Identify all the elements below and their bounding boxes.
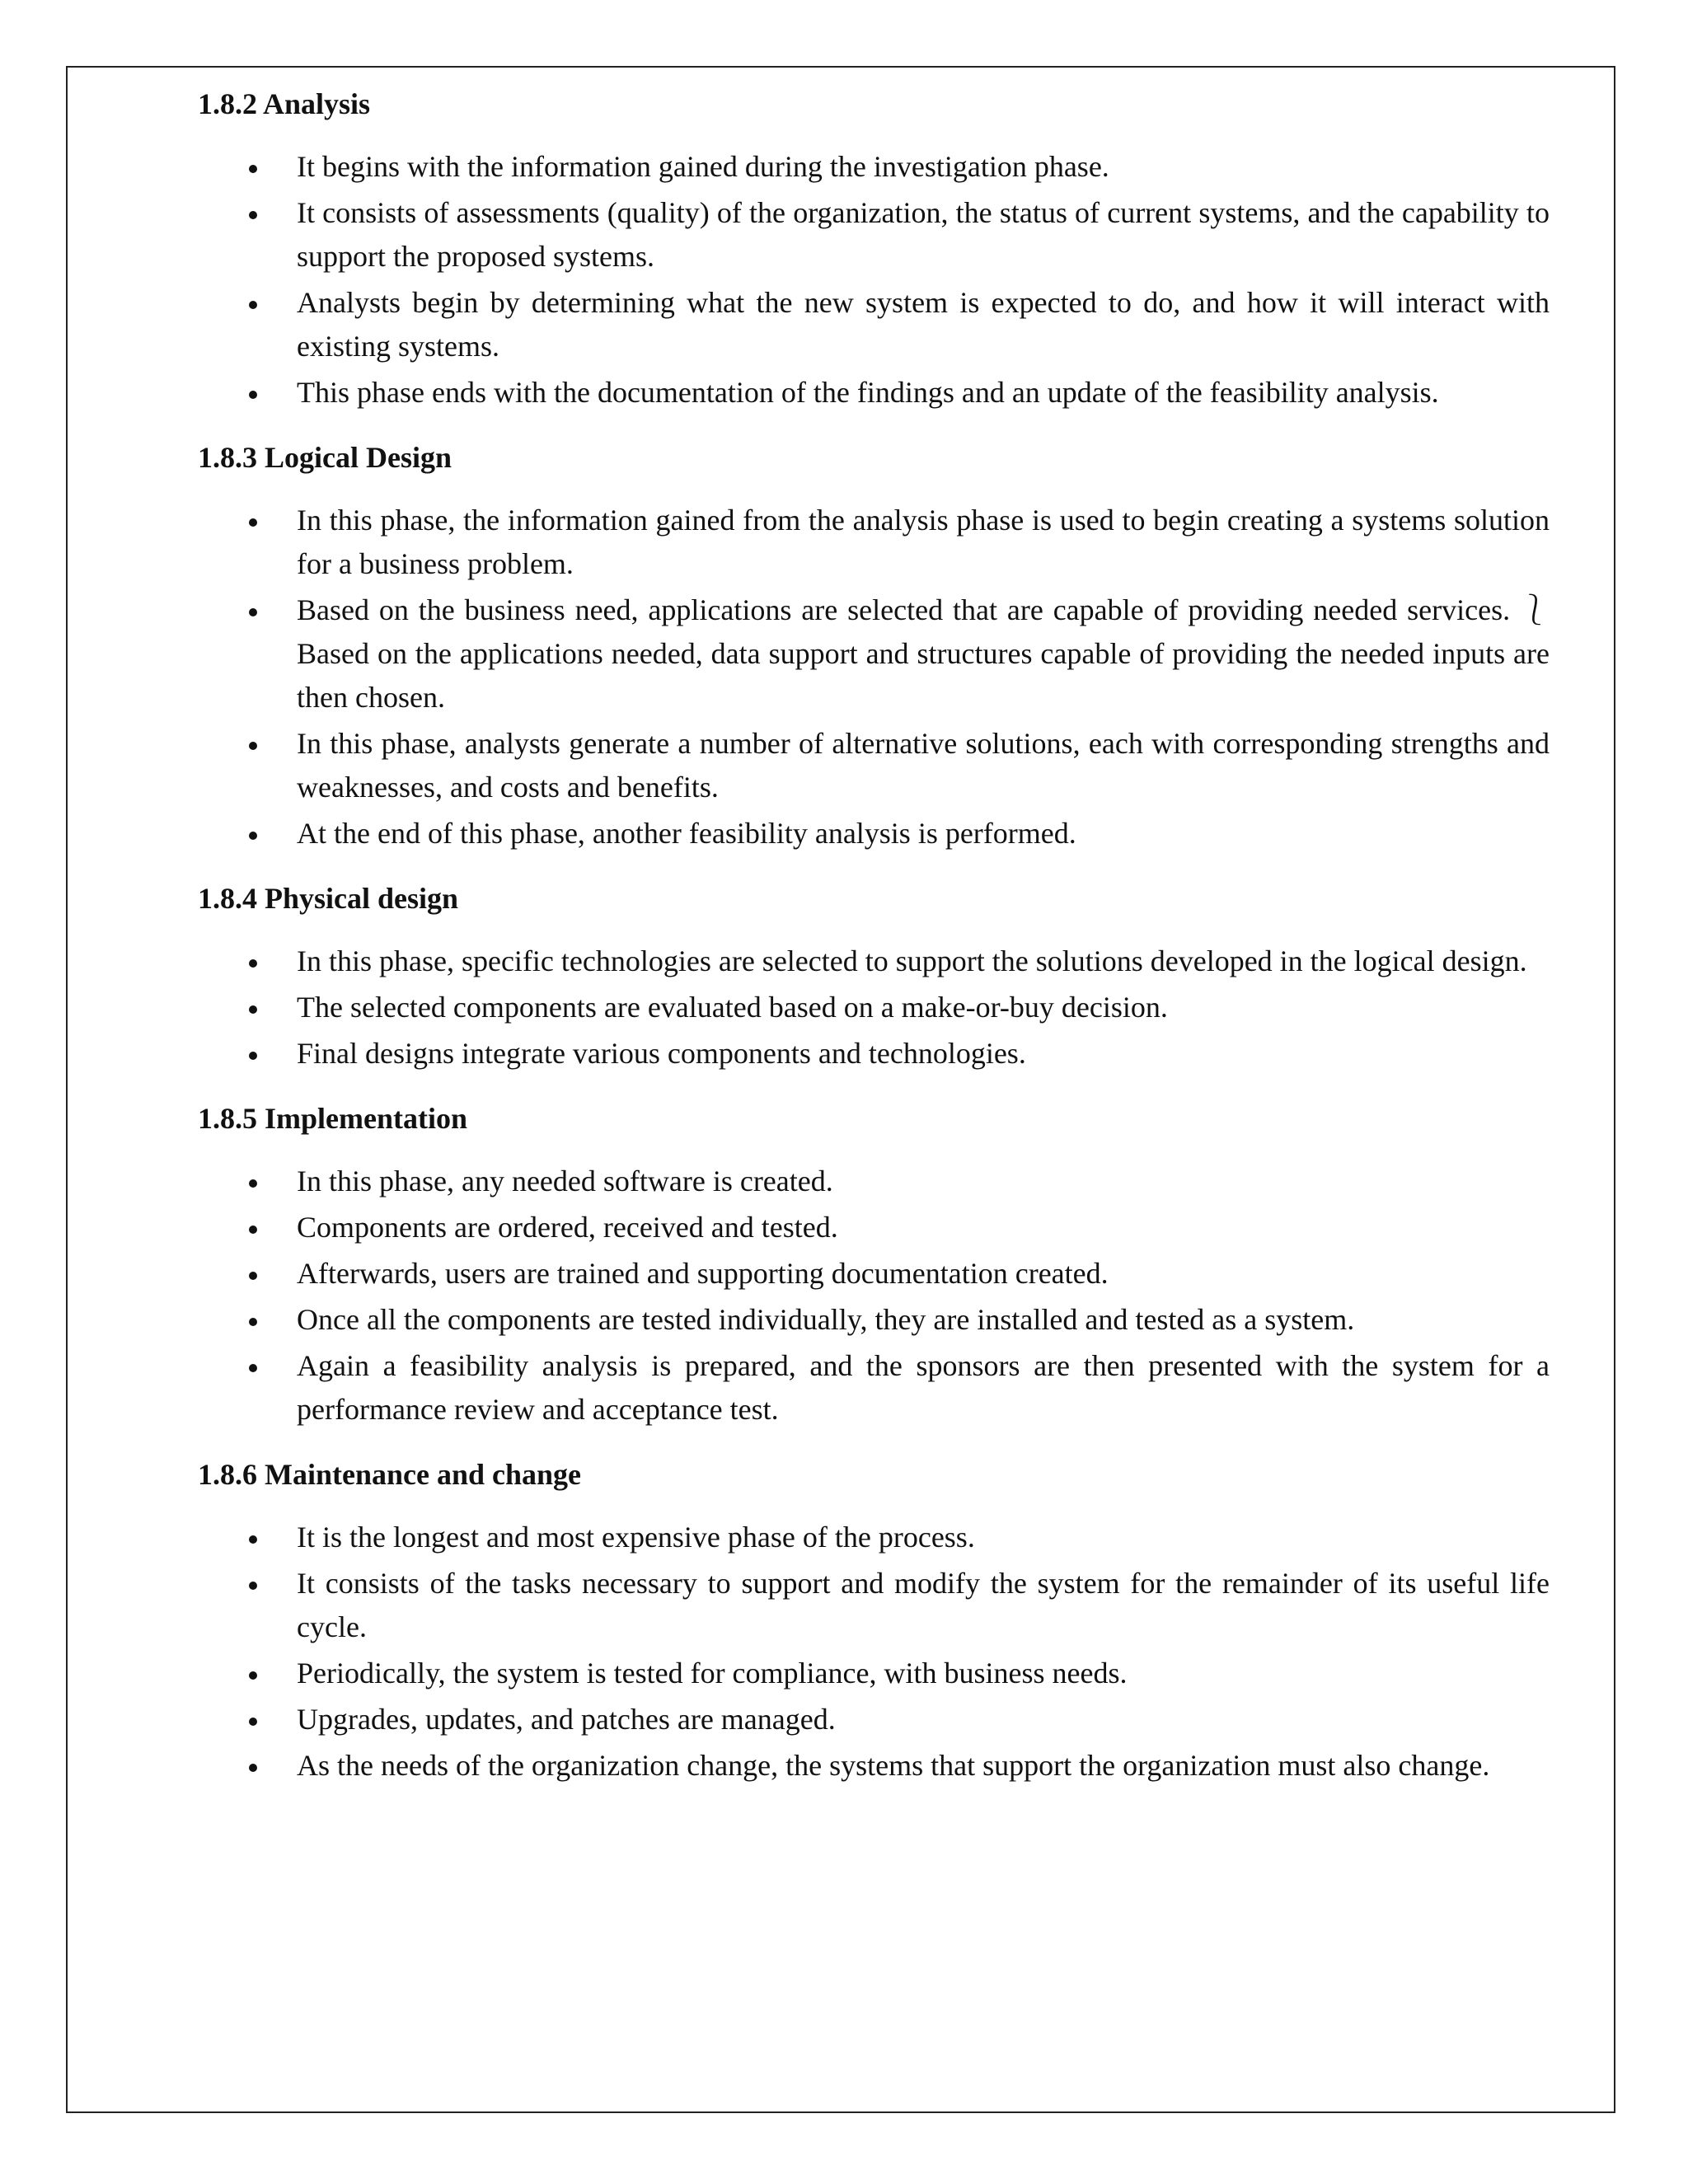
list-item-text: In this phase, specific technologies are selected to support the solutions developed in the logical design. — [297, 944, 1527, 977]
bullet-icon — [249, 742, 257, 750]
list-item-text: Periodically, the system is tested for compliance, with business needs. — [297, 1657, 1128, 1690]
bullet-icon — [249, 832, 257, 840]
section-analysis — [198, 82, 1550, 415]
list-item-text: It is the longest and most expensive phase of the process. — [297, 1521, 975, 1554]
list-item — [198, 499, 1550, 586]
list-item-text: At the end of this phase, another feasibility analysis is performed. — [297, 817, 1076, 850]
bullet-icon — [249, 391, 257, 399]
list-item — [198, 1206, 1550, 1249]
list-item — [198, 940, 1550, 983]
list-item-text: Once all the components are tested individually, they are installed and tested as a system. — [297, 1303, 1355, 1336]
bullet-icon — [249, 301, 257, 309]
list-item — [198, 1160, 1550, 1203]
list-item — [198, 588, 1550, 719]
list-item — [198, 1652, 1550, 1695]
bullet-list — [198, 499, 1550, 855]
list-item-text: Based on the business need, applications are selected that are capable of providing needed services. ⎱ Based on the applications needed, data support and structures capable of providing the needed inputs are then chosen. — [297, 593, 1550, 714]
list-item-text: Analysts begin by determining what the new system is expected to do, and how it will interact with existing systems. — [297, 286, 1550, 363]
section-heading: 1.8.2 Analysis — [198, 87, 371, 120]
list-item — [198, 986, 1550, 1029]
section-logical-design — [198, 436, 1550, 855]
bullet-icon — [249, 1179, 257, 1188]
bullet-icon — [249, 1535, 257, 1544]
list-item-text: In this phase, any needed software is created. — [297, 1165, 833, 1197]
bullet-icon — [249, 1226, 257, 1234]
list-item-text: In this phase, analysts generate a number of alternative solutions, each with corresponding strengths and weaknesses, and costs and benefits. — [297, 727, 1550, 804]
list-item-text: Upgrades, updates, and patches are managed. — [297, 1703, 836, 1736]
list-item — [198, 191, 1550, 279]
bullet-icon — [249, 1582, 257, 1590]
list-item-text: As the needs of the organization change, the systems that support the organization must also change. — [297, 1749, 1490, 1782]
bullet-icon — [249, 959, 257, 968]
list-item — [198, 145, 1550, 189]
section-implementation — [198, 1097, 1550, 1432]
section-heading: 1.8.5 Implementation — [198, 1102, 467, 1135]
list-item — [198, 1252, 1550, 1296]
bullet-list — [198, 940, 1550, 1076]
list-item-text: Afterwards, users are trained and supporting documentation created. — [297, 1257, 1109, 1290]
list-item — [198, 1516, 1550, 1559]
bullet-icon — [249, 1364, 257, 1372]
section-heading: 1.8.3 Logical Design — [198, 441, 452, 474]
bullet-icon — [249, 165, 257, 173]
list-item-text: The selected components are evaluated based on a make-or-buy decision. — [297, 991, 1168, 1024]
list-item-text: It begins with the information gained during the investigation phase. — [297, 150, 1109, 183]
bullet-icon — [249, 1764, 257, 1772]
list-item-text: Again a feasibility analysis is prepared, and the sponsors are then presented with the system for a performance review and acceptance test. — [297, 1349, 1550, 1426]
list-item-text: This phase ends with the documentation of the findings and an update of the feasibility analysis. — [297, 376, 1439, 409]
list-item — [198, 1298, 1550, 1342]
list-item — [198, 812, 1550, 855]
list-item — [198, 1698, 1550, 1741]
section-physical-design — [198, 877, 1550, 1076]
list-item — [198, 281, 1550, 368]
bullet-list — [198, 145, 1550, 415]
section-maintenance-and-change — [198, 1453, 1550, 1788]
list-item — [198, 722, 1550, 809]
list-item — [198, 1032, 1550, 1076]
section-heading: 1.8.4 Physical design — [198, 882, 459, 915]
bullet-icon — [249, 518, 257, 527]
list-item — [198, 1744, 1550, 1788]
list-item-text: It consists of assessments (quality) of the organization, the status of current systems, and the capability to support the proposed systems. — [297, 196, 1550, 273]
list-item-text: It consists of the tasks necessary to support and modify the system for the remainder of its useful life cycle. — [297, 1567, 1550, 1643]
bullet-icon — [249, 1272, 257, 1280]
list-item — [198, 371, 1550, 415]
bullet-icon — [249, 1718, 257, 1726]
list-item-text: Components are ordered, received and tested. — [297, 1211, 838, 1244]
bullet-icon — [249, 1052, 257, 1060]
list-item — [198, 1344, 1550, 1432]
section-heading: 1.8.6 Maintenance and change — [198, 1458, 582, 1491]
list-item-text: In this phase, the information gained from the analysis phase is used to begin creating a systems solution for a business problem. — [297, 504, 1550, 580]
list-item-text: Final designs integrate various components and technologies. — [297, 1037, 1026, 1070]
bullet-icon — [249, 608, 257, 616]
bullet-icon — [249, 1318, 257, 1326]
bullet-list — [198, 1160, 1550, 1432]
bullet-icon — [249, 1671, 257, 1680]
bullet-icon — [249, 1005, 257, 1014]
bullet-icon — [249, 211, 257, 219]
bullet-list — [198, 1516, 1550, 1788]
list-item — [198, 1562, 1550, 1649]
document-content — [198, 82, 1550, 1809]
